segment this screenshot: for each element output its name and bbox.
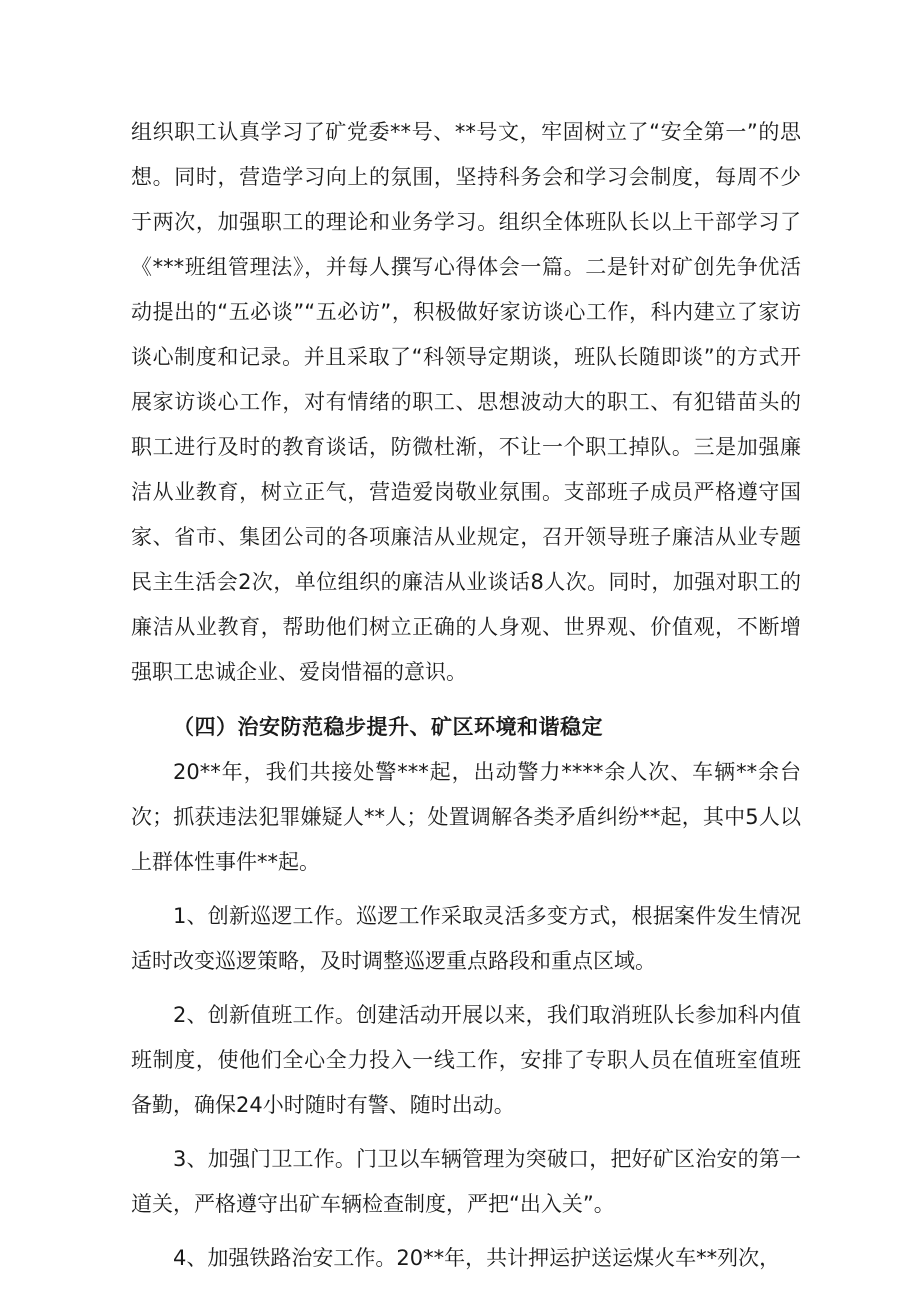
paragraph-annual-summary: 20**年，我们共接处警***起，出动警力****余人次、车辆**余台次；抓获违法犯罪嫌疑人**人；处置调解各类矛盾纠纷**起，其中5人以上群体性事件**起。 xyxy=(131,760,801,874)
section-heading-public-security: （四）治安防范稳步提升、矿区环境和谐稳定 xyxy=(173,715,603,739)
paragraph-gate-guard-work: 3、加强门卫工作。门卫以车辆管理为突破口，把好矿区治安的第一道关，严格遵守出矿车辆检查制度，严把“出入关”。 xyxy=(131,1147,801,1216)
paragraph-study-and-integrity: 组织职工认真学习了矿党委**号、**号文，牢固树立了“安全第一”的思想。同时，营造学习向上的氛围，坚持科务会和学习会制度，每周不少于两次，加强职工的理论和业务学习。组织全体班队长以上干部学习了《***班组管理法》，并每人撰写心得体会一篇。二是针对矿创先争优活动提出的“五必谈”“五必访”，积极做好家访谈心工作，科内建立了家访谈心制度和记录。并且采取了“科领导定期谈，班队长随即谈”的方式开展家访谈心工作，对有情绪的职工、思想波动大的职工、有犯错苗头的职工进行及时的教育谈话，防微杜渐，不让一个职工掉队。三是加强廉洁从业教育，树立正气，营造爱岗敬业氛围。支部班子成员严格遵守国家、省市、集团公司的各项廉洁从业规定，召开领导班子廉洁从业专题民主生活会2次，单位组织的廉洁从业谈话8人次。同时，加强对职工的廉洁从业教育，帮助他们树立正确的人身观、世界观、价值观，不断增强职工忠诚企业、爱岗惜福的意识。 xyxy=(131,120,801,684)
document-body xyxy=(131,110,801,1281)
paragraph-railway-security: 4、加强铁路治安工作。20**年，共计押运护送运煤火车**列次， xyxy=(173,1246,781,1270)
paragraph-duty-work: 2、创新值班工作。创建活动开展以来，我们取消班队长参加科内值班制度，使他们全心全力投入一线工作，安排了专职人员在值班室值班备勤，确保24小时随时有警、随时出动。 xyxy=(131,1003,801,1117)
paragraph-patrol-work: 1、创新巡逻工作。巡逻工作采取灵活多变方式，根据案件发生情况适时改变巡逻策略，及时调整巡逻重点路段和重点区域。 xyxy=(131,904,801,973)
